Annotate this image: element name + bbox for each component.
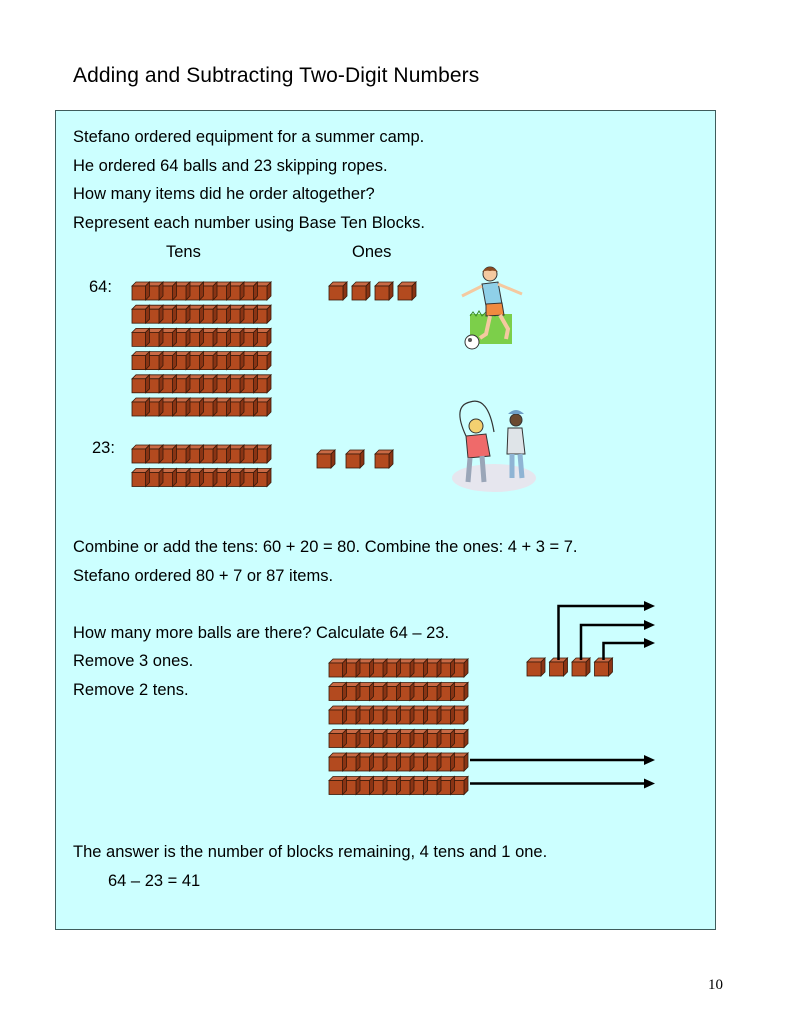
answer-equation: 64 – 23 = 41 xyxy=(108,872,201,890)
soccer-player-icon xyxy=(456,264,528,352)
skipping-rope-kids-icon xyxy=(444,398,540,496)
answer-line: The answer is the number of blocks remaining, 4 tens and 1 one. xyxy=(73,843,548,861)
ones-header: Ones xyxy=(352,243,392,261)
page-number: 10 xyxy=(708,977,723,993)
problem-line-1: Stefano ordered equipment for a summer camp. xyxy=(73,128,425,146)
subtraction-step-2: Remove 2 tens. xyxy=(73,681,189,699)
subtraction-step-1: Remove 3 ones. xyxy=(73,652,194,670)
problem-line-3: How many items did he order altogether? xyxy=(73,185,375,203)
number-label-64: 64: xyxy=(89,278,112,296)
number-label-23: 23: xyxy=(92,439,115,457)
addition-line-1: Combine or add the tens: 60 + 20 = 80. Combine the ones: 4 + 3 = 7. xyxy=(73,538,578,556)
subtraction-question: How many more balls are there? Calculate 64 – 23. xyxy=(73,624,450,642)
page-title: Adding and Subtracting Two-Digit Numbers xyxy=(73,64,480,87)
problem-line-2: He ordered 64 balls and 23 skipping ropes. xyxy=(73,157,388,175)
tens-header: Tens xyxy=(166,243,201,261)
problem-line-4: Represent each number using Base Ten Blocks. xyxy=(73,214,425,232)
addition-line-2: Stefano ordered 80 + 7 or 87 items. xyxy=(73,567,334,585)
